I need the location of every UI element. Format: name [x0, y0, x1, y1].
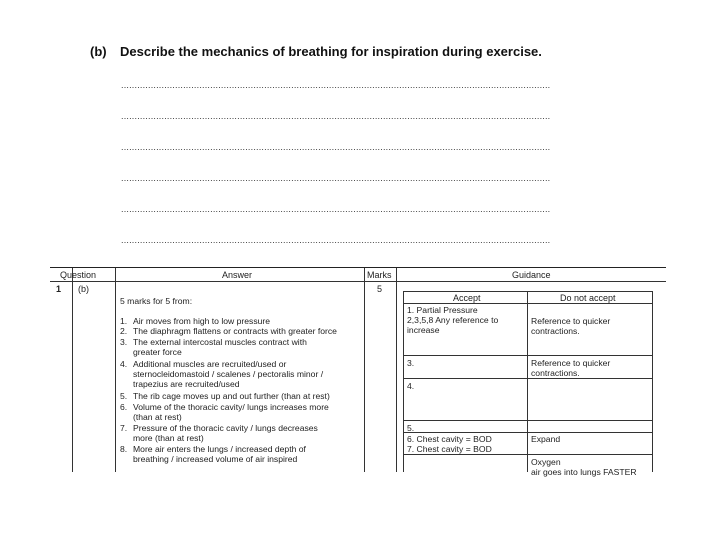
- guidance-reject-text: Expand: [531, 434, 561, 444]
- guidance-accept-cell: [407, 423, 414, 433]
- guidance-rule: [403, 355, 652, 356]
- guidance-reject-text: Reference to quicker: [531, 358, 611, 368]
- answer-line[interactable]: ...............................................................................................................................................................: [121, 235, 551, 245]
- question-text: Describe the mechanics of breathing for inspiration during exercise.: [120, 44, 542, 59]
- guidance-border: [652, 291, 653, 472]
- answer-point-number: 2.: [120, 326, 128, 336]
- guidance-accept-text: increase: [407, 325, 440, 335]
- answer-point-text: Additional muscles are recruited/used or: [133, 359, 287, 369]
- answer-point: [120, 326, 337, 336]
- guidance-reject-cell: [531, 457, 637, 477]
- question-part: (b): [78, 284, 89, 294]
- answer-intro: 5 marks for 5 from:: [120, 296, 193, 306]
- answer-point: [120, 402, 329, 422]
- answer-point: [120, 359, 323, 389]
- guidance-border: [403, 291, 404, 472]
- answer-point: [120, 423, 318, 443]
- guidance-accept-cell: [407, 381, 414, 391]
- answer-point-text: Air moves from high to low pressure: [133, 316, 271, 326]
- guidance-reject-text: contractions.: [531, 368, 580, 378]
- guidance-reject-header: Do not accept: [560, 293, 616, 303]
- guidance-accept-cell: [407, 305, 498, 335]
- guidance-accept-text: 4.: [407, 381, 415, 391]
- col-divider: [364, 268, 365, 472]
- answer-point-number: 3.: [120, 337, 128, 347]
- guidance-accept-text: 1. Partial Pressure: [407, 305, 478, 315]
- col-divider: [115, 268, 116, 472]
- guidance-rule: [403, 303, 652, 304]
- header-marks: Marks: [367, 270, 392, 280]
- guidance-accept-text: 6. Chest cavity = BOD: [407, 434, 492, 444]
- guidance-reject-cell: [531, 434, 560, 444]
- guidance-rule: [403, 420, 652, 421]
- guidance-rule: [403, 432, 652, 433]
- guidance-reject-cell: [531, 358, 610, 378]
- guidance-rule: [403, 378, 652, 379]
- header-rule: [50, 281, 666, 282]
- answer-line[interactable]: ...............................................................................................................................................................: [121, 204, 551, 214]
- question-heading: [90, 44, 542, 59]
- answer-point-text: (than at rest): [133, 412, 182, 422]
- marks-value: 5: [377, 284, 383, 294]
- guidance-rule: [403, 291, 652, 292]
- guidance-reject-cell: [531, 316, 610, 336]
- question-number: 1: [56, 284, 62, 294]
- question-part-label: (b): [90, 44, 107, 59]
- answer-point-text: breathing / increased volume of air inspired: [133, 454, 298, 464]
- answer-point-number: 4.: [120, 359, 128, 369]
- guidance-accept-text: 3.: [407, 358, 415, 368]
- guidance-accept-text: 7. Chest cavity = BOD: [407, 444, 492, 454]
- answer-line[interactable]: ...............................................................................................................................................................: [121, 173, 551, 183]
- answer-point-text: The diaphragm flattens or contracts with greater force: [133, 326, 337, 336]
- guidance-accept-cell: [407, 358, 414, 368]
- header-guidance: Guidance: [512, 270, 551, 280]
- answer-point-text: trapezius are recruited/used: [133, 379, 240, 389]
- answer-point-text: Pressure of the thoracic cavity / lungs decreases: [133, 423, 318, 433]
- answer-point: [120, 316, 270, 326]
- answer-point-text: The external intercostal muscles contract with: [133, 337, 307, 347]
- answer-point-text: More air enters the lungs / increased depth of: [133, 444, 306, 454]
- answer-point-number: 7.: [120, 423, 128, 433]
- header-answer: Answer: [222, 270, 253, 280]
- guidance-accept-text: 5.: [407, 423, 415, 433]
- guidance-accept-cell: [407, 434, 492, 454]
- answer-point-number: 5.: [120, 391, 128, 401]
- answer-point-text: Volume of the thoracic cavity/ lungs increases more: [133, 402, 329, 412]
- answer-point-text: The rib cage moves up and out further (than at rest): [133, 391, 330, 401]
- answer-point: [120, 391, 330, 401]
- guidance-reject-text: contractions.: [531, 326, 580, 336]
- answer-line[interactable]: ...............................................................................................................................................................: [121, 142, 551, 152]
- guidance-accept-header: Accept: [453, 293, 481, 303]
- table-top-rule: [50, 267, 666, 268]
- col-divider: [396, 268, 397, 472]
- guidance-col-divider: [527, 291, 528, 472]
- answer-line[interactable]: ...............................................................................................................................................................: [121, 80, 551, 90]
- answer-point-number: 8.: [120, 444, 128, 454]
- answer-point: [120, 337, 307, 357]
- answer-point: [120, 444, 306, 464]
- answer-point-number: 1.: [120, 316, 128, 326]
- answer-point-number: 6.: [120, 402, 128, 412]
- guidance-reject-text: Oxygen: [531, 457, 561, 467]
- answer-point-text: more (than at rest): [133, 433, 204, 443]
- answer-line[interactable]: ...............................................................................................................................................................: [121, 111, 551, 121]
- guidance-reject-text: Reference to quicker: [531, 316, 611, 326]
- guidance-reject-text: air goes into lungs FASTER: [531, 467, 637, 477]
- answer-point-text: sternocleidomastoid / scalenes / pectoralis minor /: [133, 369, 324, 379]
- col-divider: [72, 268, 73, 472]
- answer-point-text: greater force: [133, 347, 182, 357]
- guidance-accept-text: 2,3,5,8 Any reference to: [407, 315, 499, 325]
- guidance-rule: [403, 454, 652, 455]
- header-question: Question: [60, 270, 97, 280]
